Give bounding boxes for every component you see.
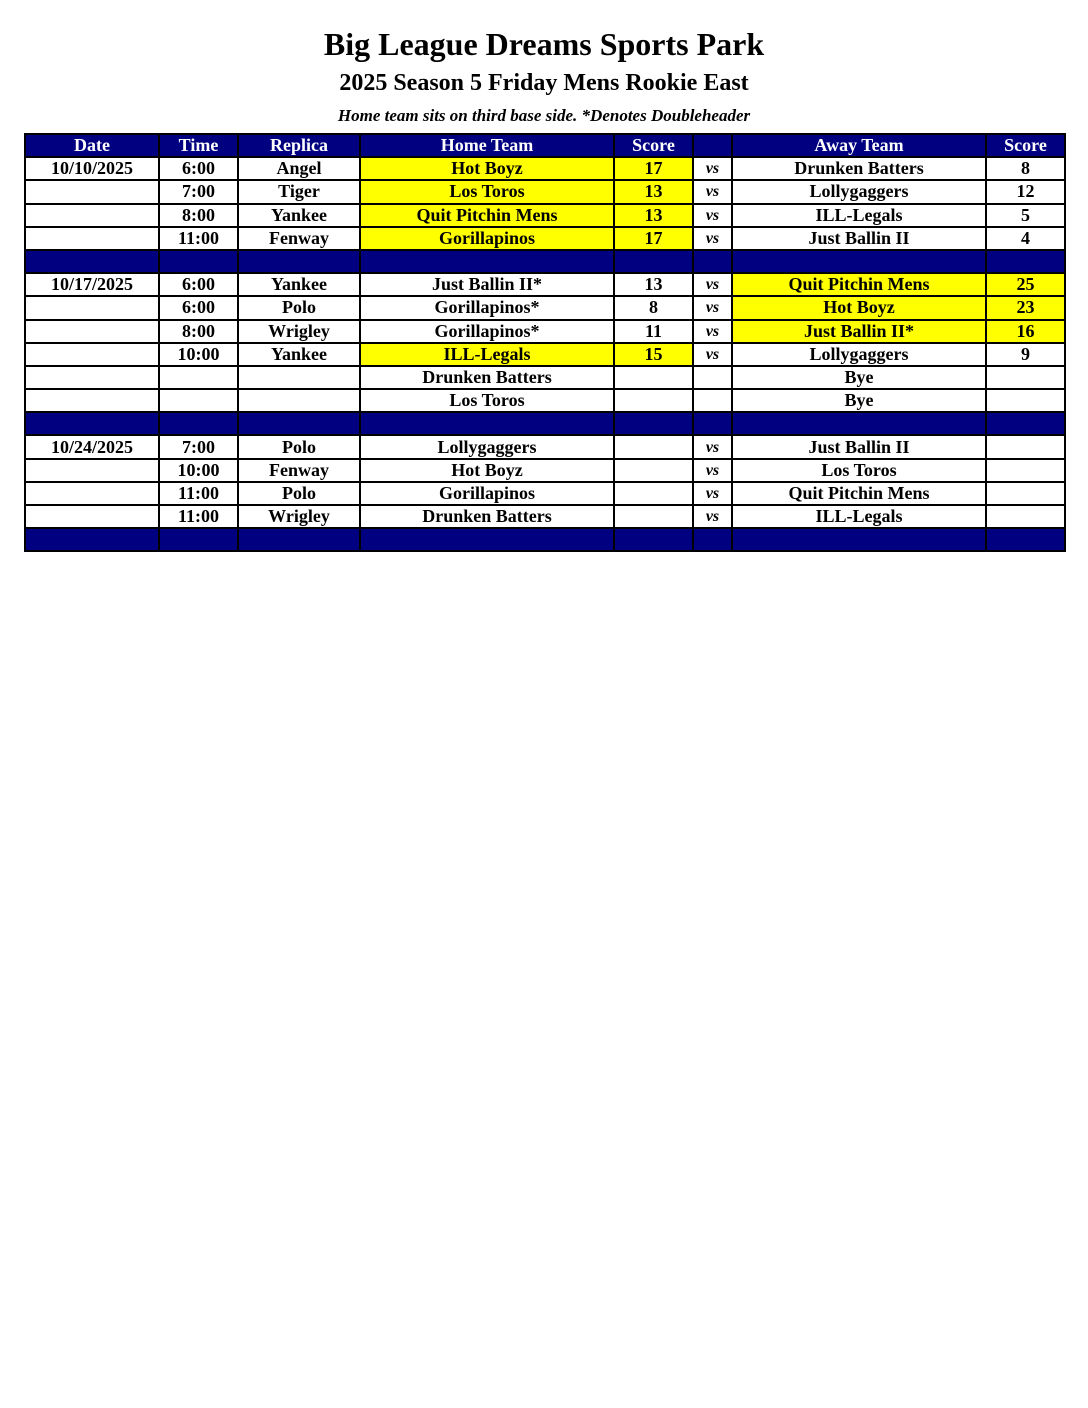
cell-home-score [614, 459, 693, 482]
cell-home-score [614, 366, 693, 389]
cell-home-team: Hot Boyz [360, 157, 614, 180]
table-row [25, 482, 1065, 505]
cell-date [25, 296, 159, 319]
cell-home-score: 13 [614, 204, 693, 227]
cell-home-team: Lollygaggers [360, 435, 614, 458]
cell-home-score: 15 [614, 343, 693, 366]
cell-away-team: ILL-Legals [732, 505, 986, 528]
cell-away-team: Drunken Batters [732, 157, 986, 180]
cell-home-score: 11 [614, 320, 693, 343]
cell-replica: Tiger [238, 180, 360, 203]
cell-replica [238, 366, 360, 389]
cell-date [25, 320, 159, 343]
schedule-table [24, 133, 1066, 552]
cell-home-score: 17 [614, 157, 693, 180]
cell-time: 10:00 [159, 343, 238, 366]
table-row [25, 273, 1065, 296]
cell-home-team: Just Ballin II* [360, 273, 614, 296]
cell-home-team: Gorillapinos* [360, 296, 614, 319]
cell-home-score [614, 482, 693, 505]
col-header-date: Date [25, 134, 159, 157]
cell-replica: Polo [238, 482, 360, 505]
cell-replica: Yankee [238, 204, 360, 227]
table-row [25, 227, 1065, 250]
col-header-home-score: Score [614, 134, 693, 157]
col-header-away-score: Score [986, 134, 1065, 157]
week-separator-row [25, 528, 1065, 551]
cell-home-score [614, 505, 693, 528]
cell-time [159, 366, 238, 389]
cell-away-score: 16 [986, 320, 1065, 343]
cell-away-team: Lollygaggers [732, 343, 986, 366]
cell-replica: Fenway [238, 459, 360, 482]
cell-away-team: Quit Pitchin Mens [732, 482, 986, 505]
cell-home-team: Gorillapinos* [360, 320, 614, 343]
table-row [25, 343, 1065, 366]
col-header-replica: Replica [238, 134, 360, 157]
cell-home-score: 17 [614, 227, 693, 250]
cell-away-score: 5 [986, 204, 1065, 227]
cell-away-score: 4 [986, 227, 1065, 250]
cell-date [25, 204, 159, 227]
cell-date [25, 366, 159, 389]
cell-home-team: Hot Boyz [360, 459, 614, 482]
cell-replica: Angel [238, 157, 360, 180]
col-header-home-team: Home Team [360, 134, 614, 157]
cell-date: 10/10/2025 [25, 157, 159, 180]
table-header-row [25, 134, 1065, 157]
cell-time: 7:00 [159, 435, 238, 458]
cell-vs: vs [693, 227, 732, 250]
cell-away-team: Quit Pitchin Mens [732, 273, 986, 296]
table-row [25, 204, 1065, 227]
schedule-note: Home team sits on third base side. *Denotes Doubleheader [337, 106, 751, 125]
cell-away-score: 23 [986, 296, 1065, 319]
cell-vs: vs [693, 204, 732, 227]
table-row [25, 180, 1065, 203]
cell-home-score: 8 [614, 296, 693, 319]
cell-away-score: 25 [986, 273, 1065, 296]
cell-away-team: Bye [732, 389, 986, 412]
cell-date [25, 180, 159, 203]
cell-time: 10:00 [159, 459, 238, 482]
cell-time: 6:00 [159, 273, 238, 296]
season-subtitle: 2025 Season 5 Friday Mens Rookie East [339, 70, 749, 96]
cell-away-team: Hot Boyz [732, 296, 986, 319]
cell-vs: vs [693, 273, 732, 296]
cell-home-team: ILL-Legals [360, 343, 614, 366]
cell-date [25, 343, 159, 366]
cell-home-score [614, 435, 693, 458]
table-row [25, 296, 1065, 319]
cell-away-team: Lollygaggers [732, 180, 986, 203]
cell-replica: Polo [238, 296, 360, 319]
cell-vs: vs [693, 320, 732, 343]
cell-away-team: Bye [732, 366, 986, 389]
cell-time: 6:00 [159, 296, 238, 319]
cell-home-team: Drunken Batters [360, 505, 614, 528]
cell-home-team: Los Toros [360, 180, 614, 203]
cell-away-score [986, 366, 1065, 389]
cell-home-score: 13 [614, 273, 693, 296]
cell-away-team: Just Ballin II [732, 227, 986, 250]
cell-date [25, 505, 159, 528]
cell-replica: Yankee [238, 273, 360, 296]
cell-date [25, 227, 159, 250]
table-row [25, 157, 1065, 180]
cell-time: 6:00 [159, 157, 238, 180]
cell-away-team: Just Ballin II [732, 435, 986, 458]
cell-time: 11:00 [159, 227, 238, 250]
cell-vs: vs [693, 296, 732, 319]
col-header-vs [693, 134, 732, 157]
cell-replica: Fenway [238, 227, 360, 250]
cell-home-team: Los Toros [360, 389, 614, 412]
cell-away-score [986, 435, 1065, 458]
col-header-time: Time [159, 134, 238, 157]
cell-home-team: Gorillapinos [360, 227, 614, 250]
cell-time: 11:00 [159, 482, 238, 505]
cell-replica: Polo [238, 435, 360, 458]
cell-away-team: Just Ballin II* [732, 320, 986, 343]
cell-home-score [614, 389, 693, 412]
cell-date: 10/24/2025 [25, 435, 159, 458]
cell-vs: vs [693, 157, 732, 180]
page-title: Big League Dreams Sports Park [323, 26, 765, 62]
cell-time: 8:00 [159, 204, 238, 227]
cell-vs [693, 389, 732, 412]
cell-away-score [986, 459, 1065, 482]
table-row [25, 320, 1065, 343]
cell-replica: Yankee [238, 343, 360, 366]
week-separator-row [25, 250, 1065, 273]
cell-away-score: 8 [986, 157, 1065, 180]
cell-time: 7:00 [159, 180, 238, 203]
cell-time [159, 389, 238, 412]
cell-away-team: Los Toros [732, 459, 986, 482]
table-row [25, 366, 1065, 389]
table-row [25, 389, 1065, 412]
cell-away-score [986, 505, 1065, 528]
cell-replica [238, 389, 360, 412]
cell-time: 8:00 [159, 320, 238, 343]
table-row [25, 435, 1065, 458]
cell-home-team: Drunken Batters [360, 366, 614, 389]
cell-date [25, 459, 159, 482]
table-row [25, 459, 1065, 482]
cell-date [25, 389, 159, 412]
cell-vs: vs [693, 505, 732, 528]
cell-vs: vs [693, 343, 732, 366]
cell-date [25, 482, 159, 505]
cell-home-team: Quit Pitchin Mens [360, 204, 614, 227]
cell-home-team: Gorillapinos [360, 482, 614, 505]
week-separator-row [25, 412, 1065, 435]
cell-away-score: 9 [986, 343, 1065, 366]
cell-time: 11:00 [159, 505, 238, 528]
cell-home-score: 13 [614, 180, 693, 203]
cell-vs: vs [693, 435, 732, 458]
cell-away-score: 12 [986, 180, 1065, 203]
cell-away-score [986, 389, 1065, 412]
cell-vs: vs [693, 180, 732, 203]
table-row [25, 505, 1065, 528]
cell-away-team: ILL-Legals [732, 204, 986, 227]
cell-vs: vs [693, 482, 732, 505]
cell-away-score [986, 482, 1065, 505]
cell-replica: Wrigley [238, 320, 360, 343]
cell-replica: Wrigley [238, 505, 360, 528]
cell-date: 10/17/2025 [25, 273, 159, 296]
col-header-away-team: Away Team [732, 134, 986, 157]
cell-vs [693, 366, 732, 389]
cell-vs: vs [693, 459, 732, 482]
